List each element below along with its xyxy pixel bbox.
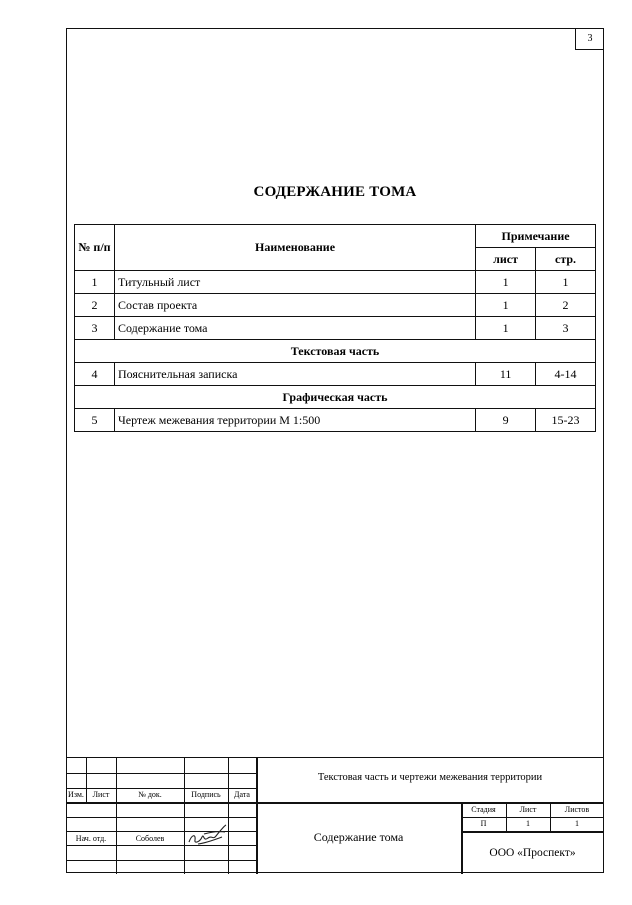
cell-num: 5	[75, 409, 115, 432]
cell-name: Чертеж межевания территории М 1:500	[114, 409, 475, 432]
section-row-graphic	[75, 386, 596, 409]
signature-image	[186, 822, 228, 848]
company-name: ООО «Проспект»	[489, 847, 576, 859]
cell-sheet: 11	[476, 363, 536, 386]
cell-page: 3	[536, 317, 596, 340]
sheet-value: 1	[526, 819, 530, 828]
cell-name: Состав проекта	[114, 294, 475, 317]
table-row	[75, 409, 596, 432]
cell-name: Содержание тома	[114, 317, 475, 340]
page-title: СОДЕРЖАНИЕ ТОМА	[253, 184, 417, 200]
sheet-label: Лист	[519, 805, 537, 814]
person-name: Соболев	[135, 834, 165, 843]
table-row	[75, 363, 596, 386]
section-label: Текстовая часть	[75, 340, 596, 363]
section-row-text	[75, 340, 596, 363]
sheets-label: Листов	[564, 805, 590, 814]
header-name: Наименование	[114, 225, 475, 271]
document-name: Содержание тома	[313, 830, 404, 844]
col-date: Дата	[234, 790, 250, 799]
stage-label: Стадия	[471, 805, 496, 814]
cell-sheet: 9	[476, 409, 536, 432]
col-izm: Изм.	[68, 790, 84, 799]
header-sheet: лист	[476, 248, 536, 271]
table-header-row	[75, 225, 596, 248]
table-row	[75, 317, 596, 340]
title-block-stamp	[66, 757, 604, 873]
table-row	[75, 294, 596, 317]
role-label: Нач. отд.	[75, 834, 107, 843]
cell-page: 4-14	[536, 363, 596, 386]
page-number: 3	[575, 28, 604, 50]
cell-num: 2	[75, 294, 115, 317]
header-note: Примечание	[476, 225, 596, 248]
cell-name: Пояснительная записка	[114, 363, 475, 386]
cell-page: 1	[536, 271, 596, 294]
sheets-value: 1	[575, 819, 579, 828]
contents-table	[74, 224, 596, 432]
table-row	[75, 271, 596, 294]
cell-sheet: 1	[476, 294, 536, 317]
cell-sheet: 1	[476, 271, 536, 294]
project-title: Текстовая часть и чертежи межевания территории	[317, 772, 543, 783]
page-frame	[66, 28, 604, 873]
col-list: Лист	[92, 790, 110, 799]
cell-num: 3	[75, 317, 115, 340]
cell-sheet: 1	[476, 317, 536, 340]
col-doc: № док.	[138, 790, 162, 799]
col-sign: Подпись	[191, 790, 221, 799]
cell-page: 15-23	[536, 409, 596, 432]
cell-num: 1	[75, 271, 115, 294]
cell-num: 4	[75, 363, 115, 386]
cell-page: 2	[536, 294, 596, 317]
header-num: № п/п	[75, 225, 115, 271]
cell-name: Титульный лист	[114, 271, 475, 294]
section-label: Графическая часть	[75, 386, 596, 409]
header-page: стр.	[536, 248, 596, 271]
stage-value: П	[480, 819, 487, 828]
